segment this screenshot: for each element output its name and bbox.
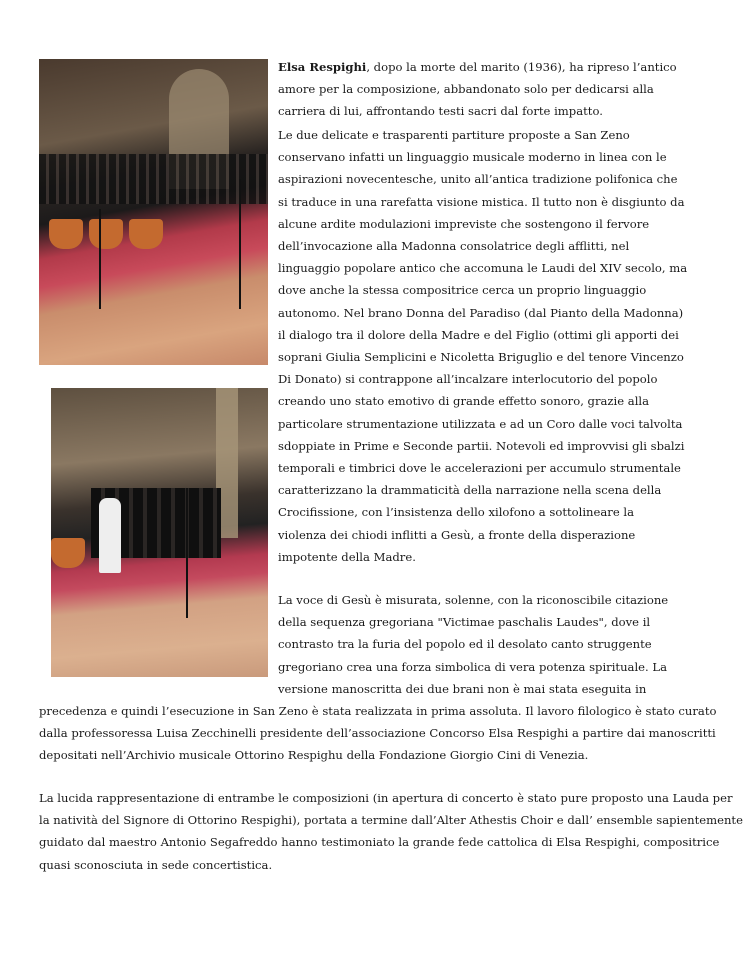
text-line: si traduce in una rarefatta visione mistica. Il tutto non è disgiunto da [278,194,685,209]
text-line: Di Donato) si contrappone all’incalzare interlocutorio del popolo [278,372,658,387]
text-line: carriera di lui, affrontando testi sacri dal forte impatto. [278,104,603,119]
text-line: depositati nell’Archivio musicale Ottorino Respighu della Fondazione Giorgio Cini di Venezia. [39,748,589,763]
text-line: quasi sconosciuta in sede concertistica. [39,857,273,872]
text-line: La lucida rappresentazione di entrambe le composizioni (in apertura di concerto è stato pure proposto una Lauda per [39,791,733,805]
concert-photo-soloists [51,388,268,677]
text-line: il dialogo tra il dolore della Madre e del Figlio (ottimi gli apporti dei [278,327,679,342]
text-line: guidato dal maestro Antonio Segafreddo hanno testimoniato la grande fede cattolica di Elsa Respighi, compositrice [39,835,720,850]
text-line: particolare strumentazione utilizzata e ad un Coro dalle voci talvolta [278,416,683,431]
text-line: temporali e timbrici dove le accelerazioni per accumulo strumentale [278,461,681,475]
concert-photo-choir-timpani [39,59,268,365]
text-line: contrasto tra la furia del popolo ed il desolato canto struggente [278,637,652,652]
text-line: soprani Giulia Semplicini e Nicoletta Briguglio e del tenore Vincenzo [278,350,684,364]
text-line: linguaggio popolare antico che accomuna le Laudi del XIV secolo, ma [278,261,688,276]
text-line: conservano infatti un linguaggio musicale moderno in linea con le [278,150,667,165]
name-bold: Elsa Respighi [278,60,367,74]
text-line: impotente della Madre. [278,549,416,564]
text-line: gregoriano crea una forza simbolica di vera potenza spirituale. La [278,659,668,674]
text-line: alcune ardite modulazioni impreviste che sostengono il fervore [278,216,650,231]
text-line: della sequenza gregoriana "Victimae paschalis Laudes", dove il [278,615,651,630]
text-line: amore per la composizione, abbandonato solo per dedicarsi alla [278,82,654,97]
text-line: dalla professoressa Luisa Zecchinelli presidente dell’associazione Concorso Elsa Respighi a partire dai manoscritti [39,726,716,741]
text-line: Le due delicate e trasparenti partiture proposte a San Zeno [278,128,630,142]
text-line: la natività del Signore di Ottorino Respighi), portata a termine dall’Alter Athestis Choir e dall’ ensemble sapientemente [39,813,743,828]
line-text: , dopo la morte del marito (1936), ha ripreso l’antico [366,60,677,74]
text-line: creando uno stato emotivo di grande effetto sonoro, grazie alla [278,394,650,409]
text-line: dove anche la stessa compositrice cerca un proprio linguaggio [278,283,647,298]
text-line: La voce di Gesù è misurata, solenne, con la riconoscibile citazione [278,593,669,607]
text-line: Crocifissione, con l’insistenza dello xilofono a sottolineare la [278,505,634,520]
text-line: dell’invocazione alla Madonna consolatrice degli afflitti, nel [278,239,630,253]
text-line: precedenza e quindi l’esecuzione in San Zeno è stata realizzata in prima assoluta. Il lavoro filologico è stato curato [39,704,717,718]
text-line: sdoppiate in Prime e Seconde partii. Notevoli ed improvvisi gli sbalzi [278,438,685,453]
text-line: caratterizzano la drammaticità della narrazione nella scena della [278,483,662,498]
text-line: violenza dei chiodi inflitti a Gesù, a fronte della disperazione [278,527,636,542]
text-line: aspirazioni novecentesche, unito all’antica tradizione polifonica che [278,172,678,187]
text-line [278,56,677,78]
text-line: versione manoscritta dei due brani non è mai stata eseguita in [278,681,647,696]
text-line: autonomo. Nel brano Donna del Paradiso (dal Pianto della Madonna) [278,305,684,320]
